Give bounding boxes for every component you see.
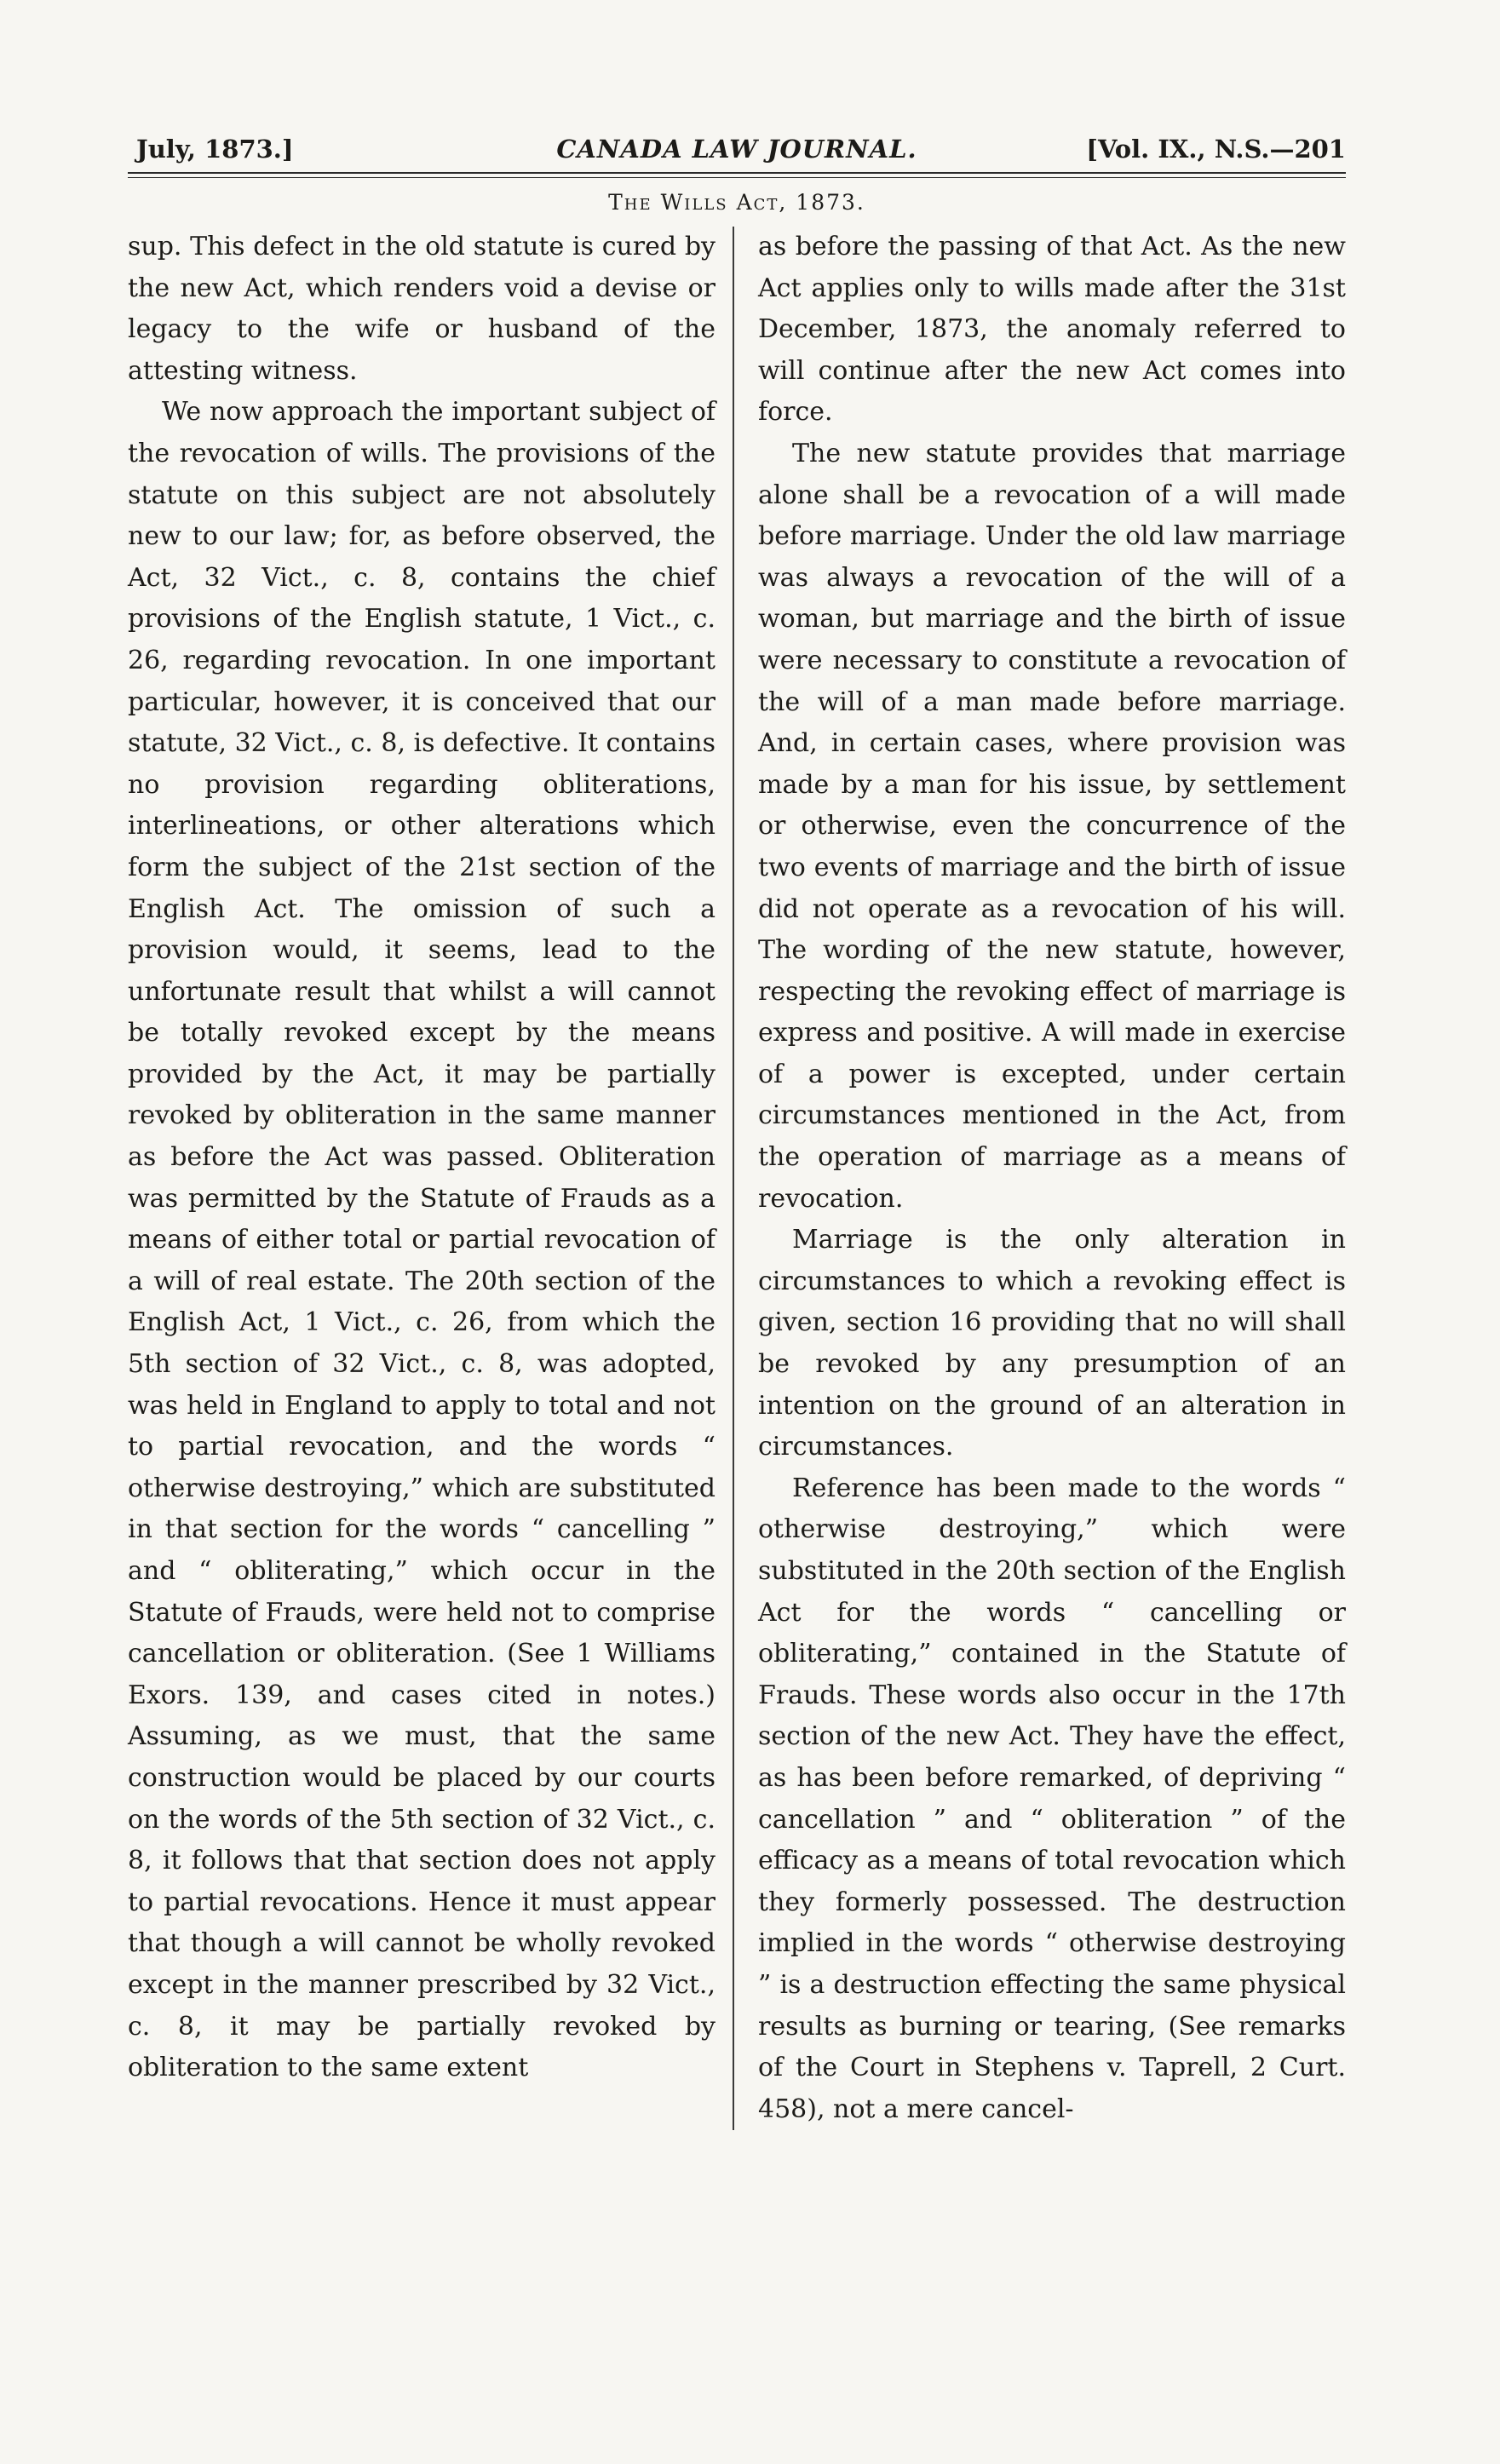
issue-date: July, 1873.] bbox=[136, 135, 294, 164]
paragraph: The new statute provides that marriage alone shall be a revocation of a will made before marriage. Under the old law marriage was always a revocation of the will of a woman, but marriage and the birth of issue were necessary to constitute a revocation of the will of a man made before marriage. And, in certain cases, where provision was made by a man for his issue, by settlement or otherwise, even the concurrence of the two events of marriage and the birth of issue did not operate as a revocation of his will. The wording of the new statute, however, respecting the revoking effect of marriage is express and positive. A will made in exercise of a power is excepted, under certain circumstances mentioned in the Act, from the operation of marriage as a means of revocation. bbox=[758, 438, 1346, 1214]
header-rule bbox=[128, 172, 1346, 178]
article-body bbox=[128, 227, 1346, 2130]
column-divider bbox=[733, 227, 734, 2130]
running-head bbox=[128, 128, 1346, 170]
journal-title: CANADA LAW JOURNAL. bbox=[556, 135, 917, 164]
paragraph: We now approach the important subject of the revocation of wills. The provisions of the statute on this subject are not absolutely new to our law; for, as before observed, the Act, 32 Vict., c. 8, contains the chief provisions of the English statute, 1 Vict., c. 26, regarding revocation. In one important particular, however, it is conceived that our statute, 32 Vict., c. 8, is defective. It contains no provision regarding obliterations, interlineations, or other alterations which form the subject of the 21st section of the English Act. The omission of such a provision would, it seems, lead to the unfortunate result that whilst a will cannot be totally revoked except by the means provided by the Act, it may be partially revoked by obliteration in the same manner as before the Act was passed. Obliteration was permitted by the Statute of Frauds as a means of either total or partial revocation of a will of real estate. The 20th section of the English Act, 1 Vict., c. 26, from which the 5th section of 32 Vict., c. 8, was adopted, was held in England to apply to total and not to partial revocation, and the words “ otherwise destroying,” which are substituted in that section for the words “ cancelling ” and “ obliterating,” which occur in the Statute of Frauds, were held not to comprise cancellation or obliteration. (See 1 Williams Exors. 139, and cases cited in notes.) Assuming, as we must, that the same construction would be placed by our courts on the words of the 5th section of 32 Vict., c. 8, it follows that that section does not apply to partial revocations. Hence it must appear that though a will cannot be wholly revoked except in the manner prescribed by 32 Vict., c. 8, it may be partially revoked by obliteration to the same extent bbox=[128, 397, 716, 2083]
left-column bbox=[128, 227, 716, 2130]
volume-page-number: [Vol. IX., N.S.—201 bbox=[1086, 135, 1346, 164]
paragraph: as before the passing of that Act. As the new Act applies only to wills made after the 31st December, 1873, the anomaly referred to will continue after the new Act comes into force. bbox=[758, 232, 1346, 428]
paragraph: Reference has been made to the words “ otherwise destroying,” which were substituted in the 20th section of the English Act for the words “ cancelling or obliterating,” contained in the Statute of Frauds. These words also occur in the 17th section of the new Act. They have the effect, as has been before remarked, of depriving “ cancellation ” and “ obliteration ” of the efficacy as a means of total revocation which they formerly possessed. The destruction implied in the words “ otherwise destroying ” is a destruction effecting the same physical results as burning or tearing, (See remarks of the Court in Stephens v. Taprell, 2 Curt. 458), not a mere cancel- bbox=[758, 1473, 1346, 2124]
section-title: The Wills Act, 1873. bbox=[608, 190, 865, 215]
paragraph: Marriage is the only alteration in circumstances to which a revoking effect is given, section 16 providing that no will shall be revoked by any presumption of an intention on the ground of an alteration in circumstances. bbox=[758, 1225, 1346, 1462]
paragraph: sup. This defect in the old statute is cured by the new Act, which renders void a devise or legacy to the wife or husband of the attesting witness. bbox=[128, 232, 716, 386]
journal-page bbox=[128, 128, 1346, 2130]
right-column bbox=[750, 227, 1346, 2130]
